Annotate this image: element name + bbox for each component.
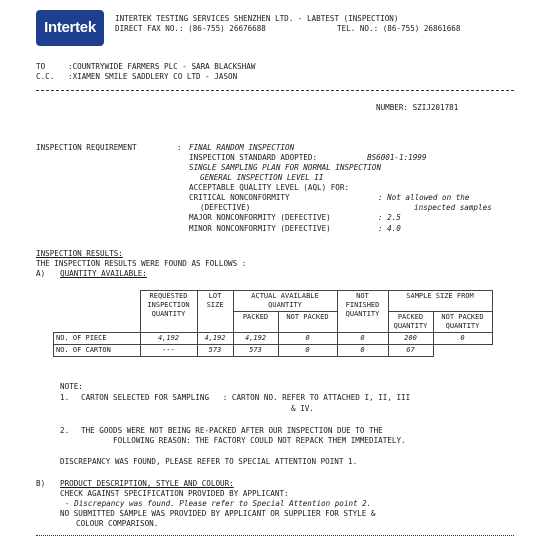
- critical-label: CRITICAL NONCONFORMITY: [189, 193, 290, 202]
- packed-header: PACKED: [233, 312, 278, 333]
- not-packed-cell: 0: [278, 333, 337, 345]
- table-row: [54, 333, 493, 345]
- note-1-cont: & IV.: [291, 404, 314, 413]
- lot-cell: 4,192: [197, 333, 233, 345]
- tel-line: TEL. NO.: (86-755) 26861668: [337, 24, 461, 33]
- minor-label: MINOR NONCONFORMITY (DEFECTIVE): [189, 224, 331, 233]
- section-b-title: PRODUCT DESCRIPTION, STYLE AND COLOUR:: [60, 479, 234, 488]
- intertek-logo: Intertek: [36, 10, 104, 46]
- note-2-cont: FOLLOWING REASON: THE FACTORY COULD NOT REPACK THEM IMMEDIATELY.: [113, 436, 406, 445]
- not-packed-header: NOT PACKED: [278, 312, 337, 333]
- aql-line: ACCEPTABLE QUALITY LEVEL (AQL) FOR:: [189, 183, 350, 192]
- note-heading: NOTE:: [60, 382, 83, 391]
- requirement-colon: :: [177, 143, 182, 152]
- discrepancy-bullet: - Discrepancy was found. Please refer to Special Attention point 2.: [65, 499, 372, 508]
- discrepancy-note: DISCREPANCY WAS FOUND, PLEASE REFER TO SPECIAL ATTENTION POINT 1.: [60, 457, 358, 466]
- requested-header: REQUESTED INSPECTION QUANTITY: [140, 291, 197, 333]
- note-2-text: THE GOODS WERE NOT BEING RE-PACKED AFTER OUR INSPECTION DUE TO THE: [81, 426, 383, 435]
- actual-available-header: ACTUAL AVAILABLE QUANTITY: [233, 291, 337, 312]
- footer-divider: [36, 535, 514, 536]
- company-line: INTERTEK TESTING SERVICES SHENZHEN LTD. - LABTEST (INSPECTION): [115, 14, 399, 23]
- minor-value: : 4.0: [378, 224, 401, 233]
- sample-packed-header: PACKED QUANTITY: [388, 312, 433, 333]
- sample-packed-cell: 67: [388, 345, 433, 357]
- lot-cell: 573: [197, 345, 233, 357]
- inspection-requirement-label: INSPECTION REQUIREMENT: [36, 143, 137, 152]
- results-intro: THE INSPECTION RESULTS WERE FOUND AS FOLLOWS :: [36, 259, 247, 268]
- note-1-text: CARTON SELECTED FOR SAMPLING : CARTON NO. REFER TO ATTACHED I, II, III: [81, 393, 411, 402]
- sample-not-packed-header: NOT PACKED QUANTITY: [433, 312, 492, 333]
- note-2-marker: 2.: [60, 426, 70, 435]
- header-divider: [36, 90, 514, 91]
- major-value: : 2.5: [378, 213, 401, 222]
- fax-line: DIRECT FAX NO.: (86-755) 26676688: [115, 24, 266, 33]
- report-number: NUMBER: SZIJ201781: [376, 103, 459, 112]
- results-heading: INSPECTION RESULTS:: [36, 249, 123, 258]
- standard-label: INSPECTION STANDARD ADOPTED:: [189, 153, 318, 162]
- cc-label: C.C.: [36, 72, 55, 81]
- packed-cell: 4,192: [233, 333, 278, 345]
- critical-value-cont: inspected samples: [414, 203, 492, 212]
- requested-cell: 4,192: [140, 333, 197, 345]
- sample-size-header: SAMPLE SIZE FROM: [388, 291, 492, 312]
- critical-sub: (DEFECTIVE): [200, 203, 251, 212]
- standard-value: BS6001-1:1999: [367, 153, 427, 162]
- note-1-marker: 1.: [60, 393, 70, 402]
- sample-not-packed-cell: 0: [433, 333, 492, 345]
- row-label: NO. OF CARTON: [54, 345, 141, 357]
- quantity-table: [53, 290, 493, 357]
- to-value: :COUNTRYWIDE FARMERS PLC - SARA BLACKSHAW: [68, 62, 256, 71]
- cc-value: :XIAMEN SMILE SADDLERY CO LTD - JASON: [68, 72, 238, 81]
- lot-size-header: LOT SIZE: [197, 291, 233, 333]
- final-inspection: FINAL RANDOM INSPECTION: [189, 143, 295, 152]
- to-label: TO: [36, 62, 46, 71]
- row-label: NO. OF PIECE: [54, 333, 141, 345]
- section-a-marker: A): [36, 269, 46, 278]
- not-finished-cell: 0: [337, 345, 388, 357]
- sample-packed-cell: 200: [388, 333, 433, 345]
- sample-not-packed-cell: [433, 345, 492, 357]
- inspection-level: GENERAL INSPECTION LEVEL II: [200, 173, 324, 182]
- sampling-plan: SINGLE SAMPLING PLAN FOR NORMAL INSPECTION: [189, 163, 382, 172]
- check-line: CHECK AGAINST SPECIFICATION PROVIDED BY APPLICANT:: [60, 489, 289, 498]
- no-sample-line: NO SUBMITTED SAMPLE WAS PROVIDED BY APPLICANT OR SUPPLIER FOR STYLE &: [60, 509, 376, 518]
- requested-cell: ---: [140, 345, 197, 357]
- not-finished-header: NOT FINISHED QUANTITY: [337, 291, 388, 333]
- no-sample-line-cont: COLOUR COMPARISON.: [76, 519, 159, 528]
- table-row: [54, 345, 493, 357]
- packed-cell: 573: [233, 345, 278, 357]
- not-packed-cell: 0: [278, 345, 337, 357]
- section-b-marker: B): [36, 479, 46, 488]
- not-finished-cell: 0: [337, 333, 388, 345]
- critical-value: : Not allowed on the: [378, 193, 470, 202]
- major-label: MAJOR NONCONFORMITY (DEFECTIVE): [189, 213, 331, 222]
- section-a-title: QUANTITY AVAILABLE:: [60, 269, 147, 278]
